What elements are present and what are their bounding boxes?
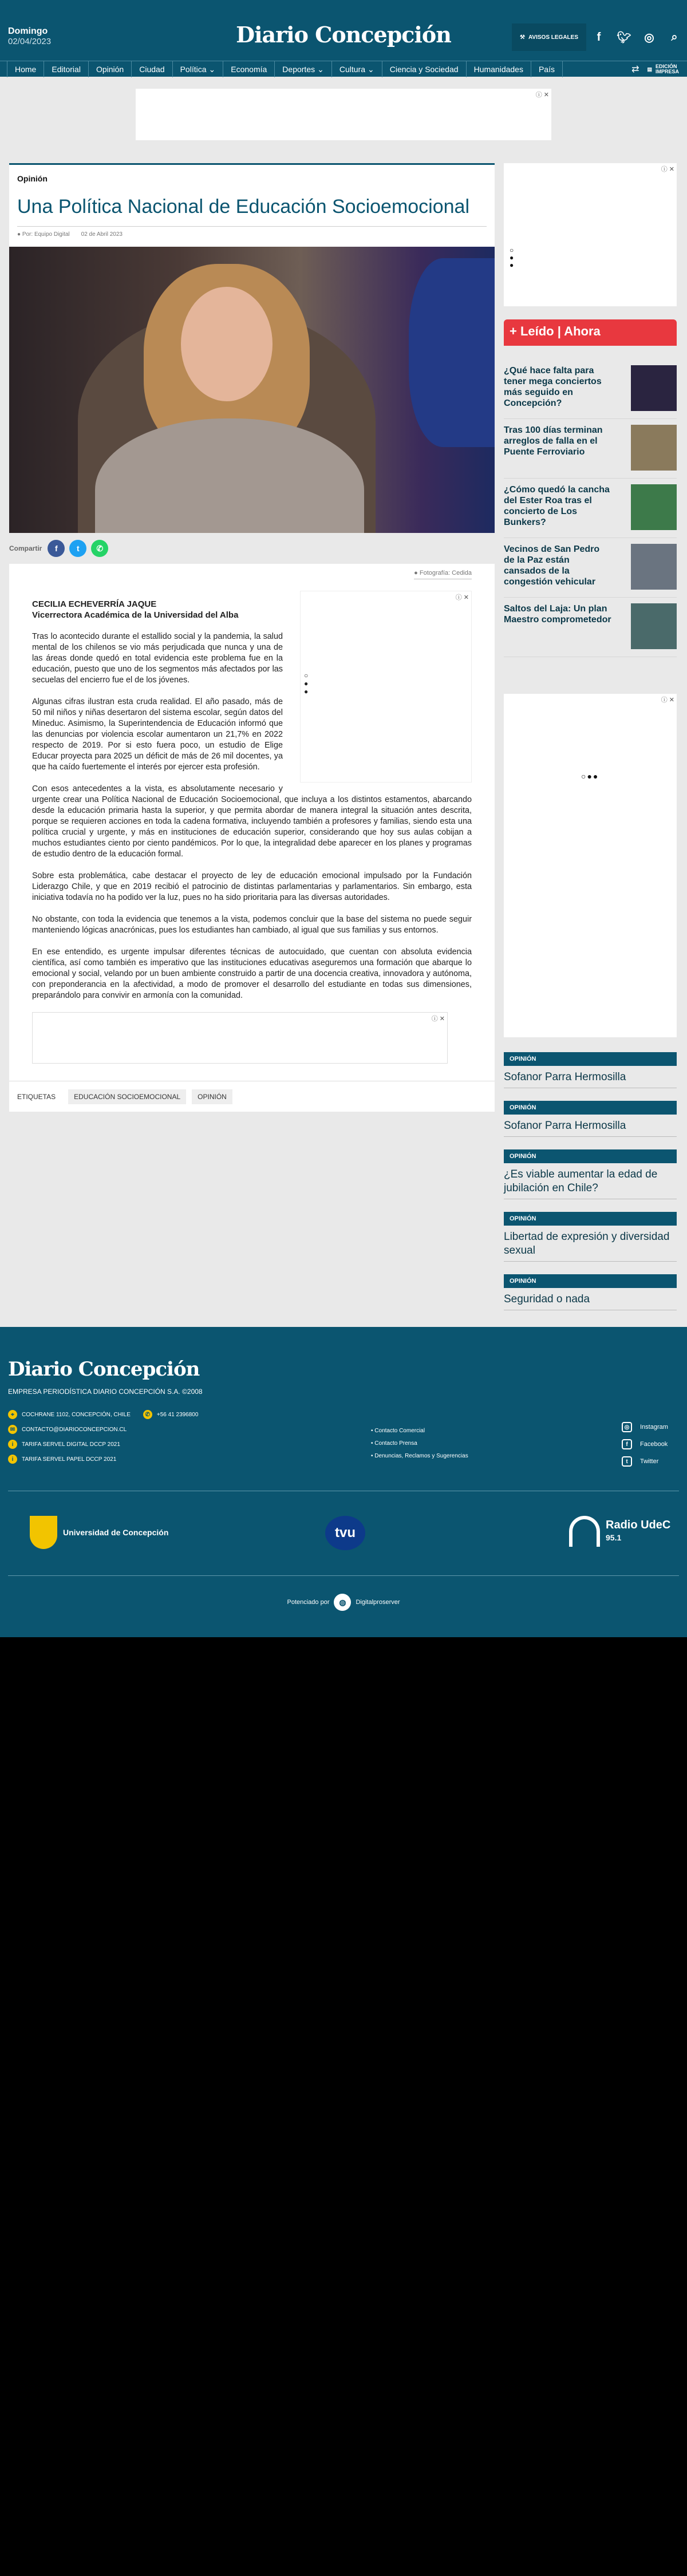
phone-icon: ✆ xyxy=(143,1410,152,1419)
radio-udec-logo[interactable] xyxy=(569,1516,670,1547)
most-read-thumb xyxy=(631,425,677,471)
twitter-icon: t xyxy=(622,1456,632,1467)
share-bar xyxy=(9,533,495,564)
hero-face xyxy=(181,287,273,401)
author-byline: ● Por: Equipo Digital xyxy=(17,231,70,238)
chevron-down-icon: ⌄ xyxy=(317,64,324,74)
info-icon: i xyxy=(8,1455,17,1464)
hero-banner xyxy=(409,258,495,447)
nav-right xyxy=(631,61,679,77)
instagram-icon: ◎ xyxy=(622,1422,632,1432)
footer-email-row xyxy=(8,1422,198,1437)
nav-label: Editorial xyxy=(52,64,81,74)
footer-company: EMPRESA PERIODÍSTICA DIARIO CONCEPCIÓN S.A. ©2008 xyxy=(8,1388,203,1396)
footer-links xyxy=(371,1428,468,1465)
nav-label: Humanidades xyxy=(473,64,523,74)
hero-image xyxy=(9,247,495,533)
nav-label: Ciencia y Sociedad xyxy=(389,64,459,74)
footer-email[interactable]: CONTACTO@DIARIOCONCEPCION.CL xyxy=(22,1426,127,1433)
opinion-title: Sofanor Parra Hermosilla xyxy=(504,1115,677,1137)
opinion-badge: OPINIÓN xyxy=(504,1149,677,1163)
opinion-title: Seguridad o nada xyxy=(504,1288,677,1310)
search-icon[interactable]: ⌕ xyxy=(671,30,678,44)
ad-close-icon[interactable]: ⓘ ✕ xyxy=(455,594,469,601)
tags-label: ETIQUETAS xyxy=(17,1092,56,1101)
opinion-badge: OPINIÓN xyxy=(504,1212,677,1226)
footer-tarifa-digital[interactable]: TARIFA SERVEL DIGITAL DCCP 2021 xyxy=(22,1441,120,1448)
header-day: Domingo xyxy=(8,26,48,36)
opinion-badge: OPINIÓN xyxy=(504,1274,677,1288)
chevron-down-icon: ⌄ xyxy=(208,64,216,74)
mail-icon: ✉ xyxy=(8,1425,17,1434)
social-label: Facebook xyxy=(640,1441,668,1448)
tag-opinion[interactable]: OPINIÓN xyxy=(192,1089,232,1104)
nav-item-politica[interactable] xyxy=(173,61,224,77)
nav-label: Home xyxy=(15,64,37,74)
inline-ad[interactable] xyxy=(300,591,472,783)
instagram-icon[interactable]: ◎ xyxy=(644,31,654,44)
nav-item-pais[interactable] xyxy=(531,61,563,77)
ad-close-icon[interactable]: ⓘ ✕ xyxy=(661,166,674,173)
most-read-title: Saltos del Laja: Un plan Maestro comprometedor xyxy=(504,604,611,625)
ad-loading-dots: ○ ● ● xyxy=(510,246,514,269)
udec-shield-icon xyxy=(30,1516,57,1549)
share-whatsapp-button[interactable]: ✆ xyxy=(91,540,108,557)
site-logo[interactable]: Diario Concepción xyxy=(236,22,451,48)
footer-facebook-link[interactable] xyxy=(622,1436,668,1453)
header-date: 02/04/2023 xyxy=(8,37,52,46)
share-label: Compartir xyxy=(9,544,42,552)
ad-close-icon[interactable]: ⓘ ✕ xyxy=(535,92,549,98)
opinion-title: Sofanor Parra Hermosilla xyxy=(504,1066,677,1088)
ad-close-icon[interactable]: ⓘ ✕ xyxy=(661,697,674,704)
avisos-legales-button[interactable] xyxy=(512,23,586,51)
article-body xyxy=(9,579,495,1064)
edicion-label xyxy=(656,64,679,74)
footer-social xyxy=(622,1419,668,1470)
author-name: CECILIA ECHEVERRÍA JAQUE xyxy=(32,599,157,609)
social-label: Instagram xyxy=(640,1424,668,1431)
section-label[interactable]: Opinión xyxy=(17,174,48,183)
powered-by-name[interactable]: Digitalproserver xyxy=(356,1599,400,1606)
info-icon: i xyxy=(8,1440,17,1449)
bottom-ad[interactable] xyxy=(32,1012,448,1064)
udec-logo[interactable] xyxy=(30,1516,168,1549)
facebook-icon: f xyxy=(622,1439,632,1449)
footer-phone[interactable]: +56 41 2396800 xyxy=(156,1411,199,1418)
tags-row xyxy=(9,1081,495,1112)
author-role: Vicerrectora Académica de la Universidad del Alba xyxy=(32,610,239,620)
most-read-title: Vecinos de San Pedro de la Paz están cansados de la congestión vehicular xyxy=(504,544,600,587)
nav-item-home[interactable] xyxy=(7,61,44,77)
radio-arch-icon xyxy=(569,1516,600,1547)
opinion-item[interactable] xyxy=(504,1274,677,1310)
opinion-badge: OPINIÓN xyxy=(504,1101,677,1115)
paragraph: Con esos antecedentes a la vista, es absolutamente necesario y urgente crear una Política Nacional de Educación Socioemocional, que incluya a los distintos estamentos, abarcando desde la educación primaria hasta la superior, y que permita abordar de manera integral la situación antes descrita, porque se requieren acciones en toda la cadena formativa, incluyendo también a profesores y familias, siendo esta una política crucial y urgente, y más en instituciones de educación superior, considerando que hoy sus aulas cobijan a muchos estudiantes ciento por ciento pandémicos. Por lo que, la integralidad debe aparecer en los planes y programas de estudio dentro de la educación formal. xyxy=(32,784,472,859)
chevron-down-icon: ⌄ xyxy=(367,64,374,74)
nav-label: Deportes xyxy=(282,64,315,74)
paragraph: Sobre esta problemática, cabe destacar el proyecto de ley de educación emocional impulsado por la Fundación Liderazgo Chile, y que en 2019 recibió el patrocinio de distintas parlamentarias y parlamentarios. Sin embargo, esta iniciativa todavía no ha podido ver la luz, pues no ha sido prioritaria para las diversas autoridades. xyxy=(32,871,472,902)
ad-close-icon[interactable]: ⓘ ✕ xyxy=(431,1016,445,1022)
edicion-line1: EDICIÓN xyxy=(655,64,677,69)
footer-tarifa-digital-row xyxy=(8,1437,198,1452)
edicion-impresa-button[interactable] xyxy=(647,64,679,74)
article xyxy=(9,163,495,1112)
article-title: Una Política Nacional de Educación Socioemocional xyxy=(17,196,470,218)
radio-freq: 95.1 xyxy=(606,1533,622,1542)
paragraph: En ese entendido, es urgente impulsar diferentes técnicas de autocuidado, que cuentan con absoluta evidencia científica, así como también es imperativo que las instituciones educativas aseguremos una formación que abarque lo emocional y social, velando por un buen ambiente construido a partir de una docencia creativa, innovadora y autónoma, con preponderancia en la afectividad, a modo de promover el desarrollo del estudiante en todas sus dimensiones, preparándolo para convivir en armonía con la comunidad. xyxy=(32,947,472,1000)
site-header xyxy=(0,0,687,61)
footer-divider xyxy=(8,1575,679,1576)
footer-logo[interactable]: Diario Concepción xyxy=(8,1358,200,1381)
footer-address-row xyxy=(8,1407,198,1422)
photo-credit xyxy=(9,564,495,579)
opinion-item[interactable] xyxy=(504,1101,677,1137)
nav-item-economia[interactable] xyxy=(223,61,275,77)
sidebar-ad-tall[interactable] xyxy=(504,694,677,1037)
most-read-thumb xyxy=(631,544,677,590)
main-nav xyxy=(0,61,687,77)
footer-link-comercial[interactable]: • Contacto Comercial xyxy=(371,1428,425,1434)
footer-link-text: Contacto Prensa xyxy=(374,1440,417,1447)
opinion-title: ¿Es viable aumentar la edad de jubilación en Chile? xyxy=(504,1163,677,1199)
top-ad[interactable] xyxy=(136,89,551,140)
footer-contacts xyxy=(8,1407,198,1467)
share-twitter-button[interactable]: t xyxy=(69,540,86,557)
most-read-thumb xyxy=(631,484,677,530)
footer-tarifa-papel[interactable]: TARIFA SERVEL PAPEL DCCP 2021 xyxy=(22,1456,117,1463)
header-actions xyxy=(512,21,687,54)
nav-item-humanidades[interactable] xyxy=(467,61,531,77)
most-read-item[interactable] xyxy=(504,419,677,479)
site-footer xyxy=(0,1327,687,1637)
author-byline-text: Por: Equipo Digital xyxy=(22,231,70,238)
footer-address: COCHRANE 1102, CONCEPCIÓN, CHILE xyxy=(22,1411,131,1418)
paragraph: No obstante, con toda la evidencia que tenemos a la vista, podemos concluir que la base del sistema no puede seguir manteniendo lógicas anacrónicas, pues los estudiantes han cambiado, al igual que sus familias y sus entornos. xyxy=(32,915,472,935)
ad-loading-dots: ○●● xyxy=(581,772,599,781)
newspaper-icon: ▤ xyxy=(647,66,652,72)
facebook-icon[interactable]: f xyxy=(597,30,601,44)
twitter-icon[interactable]: 🐦︎ xyxy=(617,31,631,44)
footer-twitter-link[interactable] xyxy=(622,1453,668,1470)
nav-label: Cultura xyxy=(339,64,365,74)
udec-name: Universidad de Concepción xyxy=(63,1528,169,1537)
most-read-thumb xyxy=(631,603,677,649)
most-read-header[interactable]: + Leído | Ahora xyxy=(504,319,677,346)
photo-credit-value: Fotografía: Cedida xyxy=(420,570,472,579)
footer-instagram-link[interactable] xyxy=(622,1419,668,1436)
ad-loading-dots: ○ ● ● xyxy=(304,671,309,696)
nav-item-cultura[interactable] xyxy=(332,61,382,77)
social-label: Twitter xyxy=(640,1458,659,1465)
most-read-item[interactable] xyxy=(504,479,677,538)
nav-item-deportes[interactable] xyxy=(275,61,332,77)
radio-name: Radio UdeC xyxy=(606,1519,671,1531)
sidebar-ad-top[interactable] xyxy=(504,163,677,306)
opinion-title: Libertad de expresión y diversidad sexual xyxy=(504,1226,677,1262)
tag-educacion[interactable]: EDUCACIÓN SOCIOEMOCIONAL xyxy=(68,1089,186,1104)
most-read-thumb xyxy=(631,365,677,411)
nav-label: Política xyxy=(180,64,207,74)
radio-text xyxy=(606,1519,670,1544)
most-read-title: ¿Qué hace falta para tener mega conciertos más seguido en Concepción? xyxy=(504,366,602,408)
opinion-list xyxy=(504,1052,677,1323)
nav-label: Economía xyxy=(231,64,267,74)
powered-by xyxy=(0,1594,687,1611)
opinion-item[interactable] xyxy=(504,1212,677,1262)
nav-item-editorial[interactable] xyxy=(44,61,89,77)
nav-label: País xyxy=(538,64,555,74)
footer-link-text: Denuncias, Reclamos y Sugerencias xyxy=(374,1453,468,1459)
avisos-label: AVISOS LEGALES xyxy=(528,34,578,41)
footer-link-denuncias[interactable]: • Denuncias, Reclamos y Sugerencias xyxy=(371,1453,468,1459)
nav-item-ciudad[interactable] xyxy=(132,61,172,77)
opinion-item[interactable] xyxy=(504,1149,677,1199)
tvu-logo[interactable]: tvu xyxy=(325,1516,365,1550)
byline xyxy=(9,227,495,238)
most-read-title: Tras 100 días terminan arreglos de falla en el Puente Ferroviario xyxy=(504,425,603,457)
photo-credit-text: ● Fotografía: Cedida xyxy=(414,570,472,579)
most-read-item[interactable] xyxy=(504,359,677,419)
powered-label: Potenciado por xyxy=(287,1599,330,1606)
location-icon: ⌖ xyxy=(8,1410,17,1419)
publish-date: 02 de Abril 2023 xyxy=(81,231,123,238)
footer-link-text: Contacto Comercial xyxy=(374,1428,425,1434)
footer-tarifa-papel-row xyxy=(8,1452,198,1467)
nav-item-opinion[interactable] xyxy=(89,61,132,77)
edicion-line2: IMPRESA xyxy=(655,69,679,74)
paragraph: Algunas cifras ilustran esta cruda realidad. El año pasado, más de 50 mil niños y niñas desertaron del sistema escolar, según datos del Mineduc. Asimismo, la Superintendencia de Educación informó que las denuncias por violencia escolar aumentaron un 21,7% en 2022 respecto de 2019. Por si esto fuera poco, un estudio de Elige Educar proyecta para 2025 un déficit de más de 26 mil docentes, ya que ha caído fuertemente el interés por ejercer esta profesión. xyxy=(32,697,283,772)
nav-item-ciencia[interactable] xyxy=(382,61,467,77)
share-facebook-button[interactable]: f xyxy=(48,540,65,557)
globe-icon: ◍ xyxy=(334,1594,351,1611)
nav-label: Opinión xyxy=(96,64,124,74)
most-read-list xyxy=(504,359,677,657)
paragraph: Tras lo acontecido durante el estallido social y la pandemia, la salud mental de los chilenos se vio más perjudicada que nunca y una de las áreas donde quedó en total evidencia este problema fue en la educación, puesto que uno de los segmentos más afectados por las secuelas del encierro fue el de los jóvenes. xyxy=(32,632,283,685)
most-read-item[interactable] xyxy=(504,598,677,657)
opinion-item[interactable] xyxy=(504,1052,677,1088)
footer-link-prensa[interactable]: • Contacto Prensa xyxy=(371,1440,417,1447)
nav-label: Ciudad xyxy=(139,64,165,74)
most-read-item[interactable] xyxy=(504,538,677,598)
gavel-icon: ⚒ xyxy=(519,34,525,41)
accessibility-icon[interactable]: ⇄ xyxy=(631,65,639,74)
most-read-title: ¿Cómo quedó la cancha del Ester Roa tras el concierto de Los Bunkers? xyxy=(504,485,610,527)
opinion-badge: OPINIÓN xyxy=(504,1052,677,1066)
